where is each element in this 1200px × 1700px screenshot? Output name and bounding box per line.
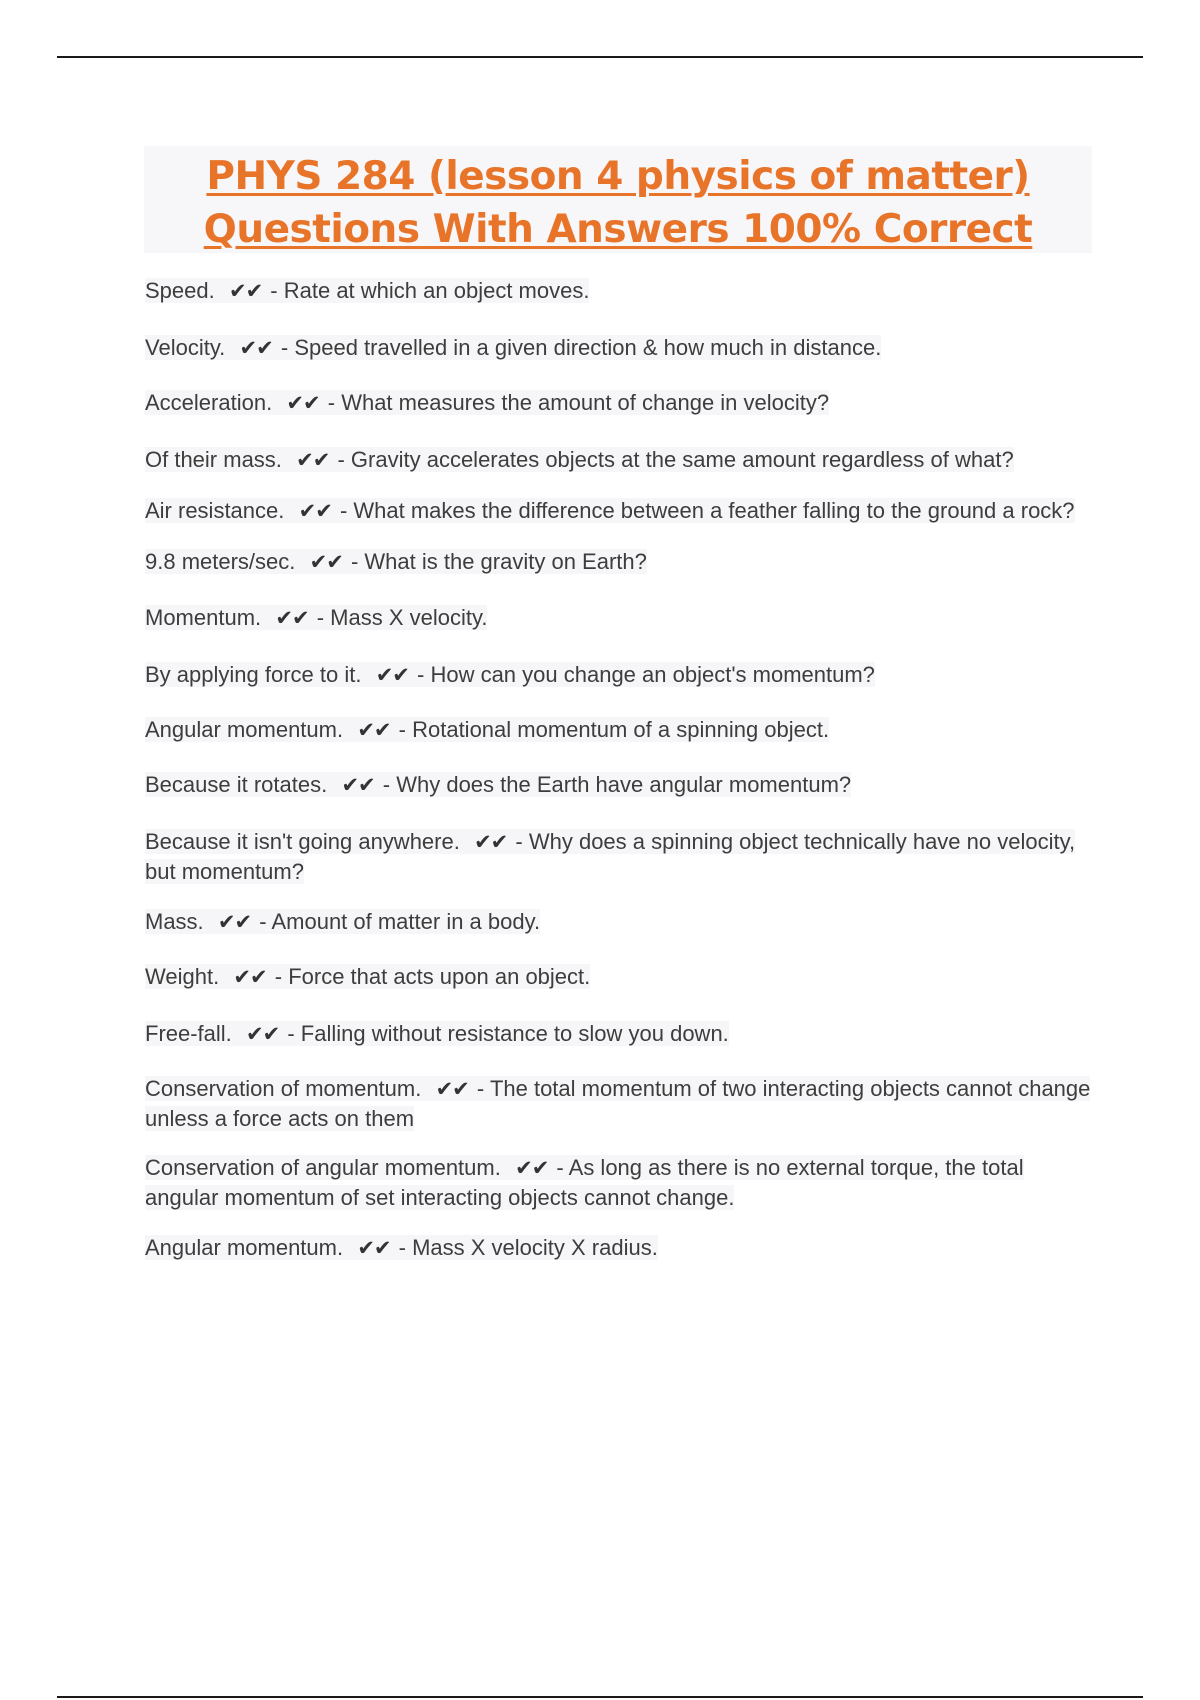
bottom-rule bbox=[57, 1696, 1143, 1698]
qa-separator: - bbox=[281, 1021, 301, 1046]
qa-term: Of their mass. bbox=[145, 447, 282, 472]
qa-item bbox=[145, 333, 1095, 363]
qa-item-text bbox=[145, 498, 1075, 523]
qa-separator: - bbox=[264, 278, 284, 303]
qa-definition: Falling without resistance to slow you down. bbox=[300, 1021, 729, 1046]
qa-separator: - bbox=[376, 772, 397, 797]
qa-item bbox=[145, 1233, 1095, 1263]
qa-item-text bbox=[145, 605, 487, 630]
qa-term: Weight. bbox=[145, 964, 220, 989]
qa-item bbox=[145, 715, 1095, 745]
double-check-icon: ✔✔ bbox=[296, 448, 330, 472]
qa-item bbox=[145, 547, 1095, 577]
qa-term: Conservation of angular momentum. bbox=[145, 1155, 501, 1180]
qa-term: Free-fall. bbox=[145, 1021, 232, 1046]
qa-item bbox=[145, 496, 1095, 526]
qa-term: Speed. bbox=[145, 278, 215, 303]
qa-item bbox=[145, 660, 1095, 690]
qa-item bbox=[145, 1153, 1095, 1212]
qa-item bbox=[145, 827, 1095, 886]
qa-term: 9.8 meters/sec. bbox=[145, 549, 296, 574]
qa-separator: - bbox=[310, 605, 331, 630]
qa-separator: - bbox=[470, 1076, 490, 1101]
qa-definition: As long as there is no external torque, the total angular momentum of set interacting objects cannot change. bbox=[145, 1155, 1024, 1210]
qa-definition: Mass X velocity. bbox=[330, 605, 488, 630]
qa-definition: What makes the difference between a feather falling to the ground a rock? bbox=[353, 498, 1075, 523]
double-check-icon: ✔✔ bbox=[217, 910, 252, 934]
qa-term: Acceleration. bbox=[145, 390, 273, 415]
qa-term: Angular momentum. bbox=[145, 1235, 344, 1260]
qa-item-text bbox=[145, 829, 1075, 884]
qa-item-text bbox=[145, 390, 829, 415]
qa-separator: - bbox=[253, 909, 272, 934]
double-check-icon: ✔✔ bbox=[357, 1236, 391, 1260]
double-check-icon: ✔✔ bbox=[474, 830, 508, 854]
title-line-2: Questions With Answers 100% Correct bbox=[203, 207, 1033, 252]
qa-definition: Rate at which an object moves. bbox=[283, 278, 590, 303]
qa-term: Conservation of momentum. bbox=[145, 1076, 422, 1101]
qa-separator: - bbox=[509, 829, 529, 854]
qa-separator: - bbox=[392, 717, 413, 742]
qa-definition: Speed travelled in a given direction & how much in distance. bbox=[294, 335, 882, 360]
qa-definition: Force that acts upon an object. bbox=[288, 964, 591, 989]
qa-definition: Why does a spinning object technically have no velocity, but momentum? bbox=[145, 829, 1076, 884]
qa-separator: - bbox=[410, 662, 431, 687]
double-check-icon: ✔✔ bbox=[309, 550, 343, 574]
qa-term: Velocity. bbox=[145, 335, 226, 360]
double-check-icon: ✔✔ bbox=[515, 1156, 549, 1180]
qa-term: By applying force to it. bbox=[145, 662, 362, 687]
qa-list bbox=[145, 276, 1095, 1263]
qa-item bbox=[145, 770, 1095, 800]
qa-item-text bbox=[145, 1021, 729, 1046]
qa-item bbox=[145, 1074, 1095, 1133]
qa-definition: The total momentum of two interacting objects cannot change unless a force acts on them bbox=[145, 1076, 1091, 1131]
qa-item bbox=[145, 445, 1095, 475]
double-check-icon: ✔✔ bbox=[357, 718, 391, 742]
qa-term: Air resistance. bbox=[145, 498, 285, 523]
qa-separator: - bbox=[331, 447, 351, 472]
qa-item-text bbox=[145, 549, 647, 574]
qa-separator: - bbox=[321, 390, 342, 415]
qa-item-text bbox=[145, 335, 881, 360]
qa-item bbox=[145, 276, 1095, 306]
qa-definition: What measures the amount of change in velocity? bbox=[341, 390, 830, 415]
qa-separator: - bbox=[333, 498, 354, 523]
qa-definition: Mass X velocity X radius. bbox=[412, 1235, 658, 1260]
qa-separator: - bbox=[274, 335, 295, 360]
qa-definition: What is the gravity on Earth? bbox=[364, 549, 647, 574]
qa-item-text bbox=[145, 964, 590, 989]
qa-separator: - bbox=[550, 1155, 569, 1180]
qa-definition: Amount of matter in a body. bbox=[271, 909, 541, 934]
qa-item-text bbox=[145, 278, 589, 303]
qa-term: Mass. bbox=[145, 909, 204, 934]
double-check-icon: ✔✔ bbox=[298, 499, 332, 523]
qa-item bbox=[145, 907, 1095, 937]
top-rule bbox=[57, 56, 1143, 58]
double-check-icon: ✔✔ bbox=[228, 279, 263, 303]
title-line-1: PHYS 284 (lesson 4 physics of matter) bbox=[206, 154, 1030, 199]
qa-item-text bbox=[145, 662, 875, 687]
double-check-icon: ✔✔ bbox=[375, 663, 409, 687]
qa-term: Because it rotates. bbox=[145, 772, 328, 797]
double-check-icon: ✔✔ bbox=[239, 336, 273, 360]
double-check-icon: ✔✔ bbox=[435, 1077, 469, 1101]
qa-item bbox=[145, 388, 1095, 418]
qa-definition: How can you change an object's momentum? bbox=[430, 662, 875, 687]
double-check-icon: ✔✔ bbox=[286, 391, 320, 415]
qa-item bbox=[145, 962, 1095, 992]
double-check-icon: ✔✔ bbox=[341, 773, 375, 797]
qa-term: Angular momentum. bbox=[145, 717, 344, 742]
qa-item-text bbox=[145, 1076, 1090, 1131]
qa-separator: - bbox=[344, 549, 365, 574]
qa-item-text bbox=[145, 717, 829, 742]
qa-definition: Why does the Earth have angular momentum? bbox=[396, 772, 852, 797]
qa-item bbox=[145, 603, 1095, 633]
qa-item-text bbox=[145, 447, 1014, 472]
qa-separator: - bbox=[392, 1235, 413, 1260]
qa-definition: Rotational momentum of a spinning object. bbox=[412, 717, 830, 742]
double-check-icon: ✔✔ bbox=[246, 1022, 280, 1046]
document-title bbox=[144, 146, 1092, 253]
qa-term: Because it isn't going anywhere. bbox=[145, 829, 460, 854]
double-check-icon: ✔✔ bbox=[233, 965, 267, 989]
qa-item-text bbox=[145, 772, 851, 797]
qa-separator: - bbox=[268, 964, 289, 989]
qa-item bbox=[145, 1019, 1095, 1049]
qa-item-text bbox=[145, 909, 540, 934]
qa-term: Momentum. bbox=[145, 605, 262, 630]
qa-item-text bbox=[145, 1155, 1024, 1210]
double-check-icon: ✔✔ bbox=[275, 606, 309, 630]
qa-item-text bbox=[145, 1235, 658, 1260]
qa-definition: Gravity accelerates objects at the same amount regardless of what? bbox=[350, 447, 1014, 472]
